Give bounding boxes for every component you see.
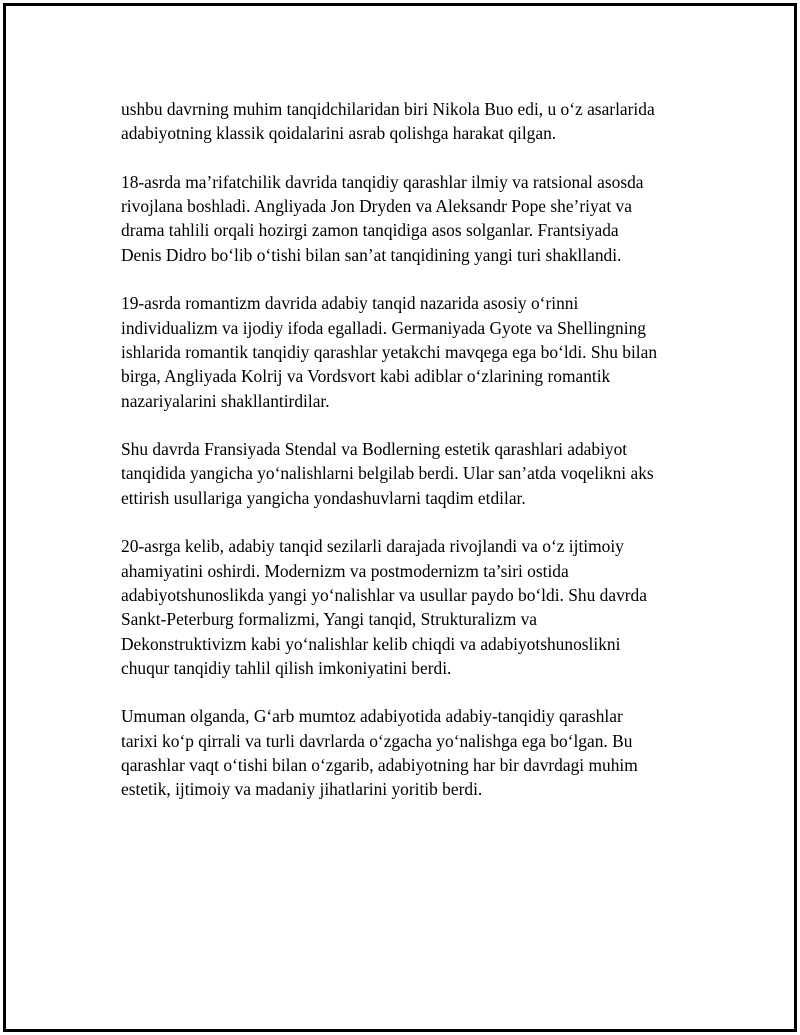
text-line: adabiyotning klassik qoidalarini asrab qolishga harakat qilgan. — [121, 123, 557, 144]
text-line: ishlarida romantik tanqidiy qarashlar yetakchi mavqega ega bo‘ldi. Shu bilan — [121, 341, 658, 362]
paragraph — [121, 97, 721, 146]
text-line: Shu davrda Fransiyada Stendal va Bodlerning estetik qarashlari adabiyot — [121, 439, 628, 460]
text-line: chuqur tanqidiy tahlil qilish imkoniyatini berdi. — [121, 657, 452, 678]
text-line: nazariyalarini shakllantirdilar. — [121, 390, 330, 411]
paragraph — [121, 170, 721, 267]
page-frame — [3, 3, 797, 1032]
text-line: rivojlana boshladi. Angliyada Jon Dryden va Aleksandr Pope she’riyat va — [121, 196, 632, 217]
text-line: Dekonstruktivizm kabi yo‘nalishlar kelib chiqdi va adabiyotshunoslikni — [121, 633, 621, 654]
text-line: drama tahlili orqali hozirgi zamon tanqidiga asos solganlar. Frantsiyada — [121, 220, 619, 241]
text-line: birga, Angliyada Kolrij va Vordsvort kabi adiblar o‘zlarining romantik — [121, 366, 611, 387]
text-line: 20-asrga kelib, adabiy tanqid sezilarli darajada rivojlandi va o‘z ijtimoiy — [121, 536, 624, 557]
text-line: adabiyotshunoslikda yangi yo‘nalishlar va usullar paydo bo‘ldi. Shu davrda — [121, 584, 647, 605]
text-line: Sankt-Peterburg formalizmi, Yangi tanqid, Strukturalizm va — [121, 609, 538, 630]
paragraph — [121, 704, 721, 801]
paragraph — [121, 437, 721, 510]
text-line: 18-asrda ma’rifatchilik davrida tanqidiy qarashlar ilmiy va ratsional asosda — [121, 171, 644, 192]
text-line: tarixi ko‘p qirrali va turli davrlarda o‘zgacha yo‘nalishga ega bo‘lgan. Bu — [121, 730, 633, 751]
text-line: Denis Didro bo‘lib o‘tishi bilan san’at tanqidining yangi turi shakllandi. — [121, 244, 622, 265]
text-line: ushbu davrning muhim tanqidchilaridan biri Nikola Buo edi, u o‘z asarlarida — [121, 99, 655, 119]
paragraph — [121, 534, 721, 680]
document-body — [121, 97, 721, 826]
text-line: Umuman olganda, G‘arb mumtoz adabiyotida adabiy-tanqidiy qarashlar — [121, 706, 623, 727]
text-line: estetik, ijtimoiy va madaniy jihatlarini yoritib berdi. — [121, 779, 483, 800]
paragraph — [121, 291, 721, 412]
text-line: ettirish usullariga yangicha yondashuvlarni taqdim etdilar. — [121, 487, 526, 508]
text-line: tanqidida yangicha yo‘nalishlarni belgilab berdi. Ular san’atda voqelikni aks — [121, 463, 654, 484]
text-line: 19-asrda romantizm davrida adabiy tanqid nazarida asosiy o‘rinni — [121, 293, 579, 314]
text-line: ahamiyatini oshirdi. Modernizm va postmodernizm ta’siri ostida — [121, 560, 569, 581]
text-line: qarashlar vaqt o‘tishi bilan o‘zgarib, adabiyotning har bir davrdagi muhim — [121, 755, 638, 776]
text-line: individualizm va ijodiy ifoda egalladi. Germaniyada Gyote va Shellingning — [121, 317, 646, 338]
